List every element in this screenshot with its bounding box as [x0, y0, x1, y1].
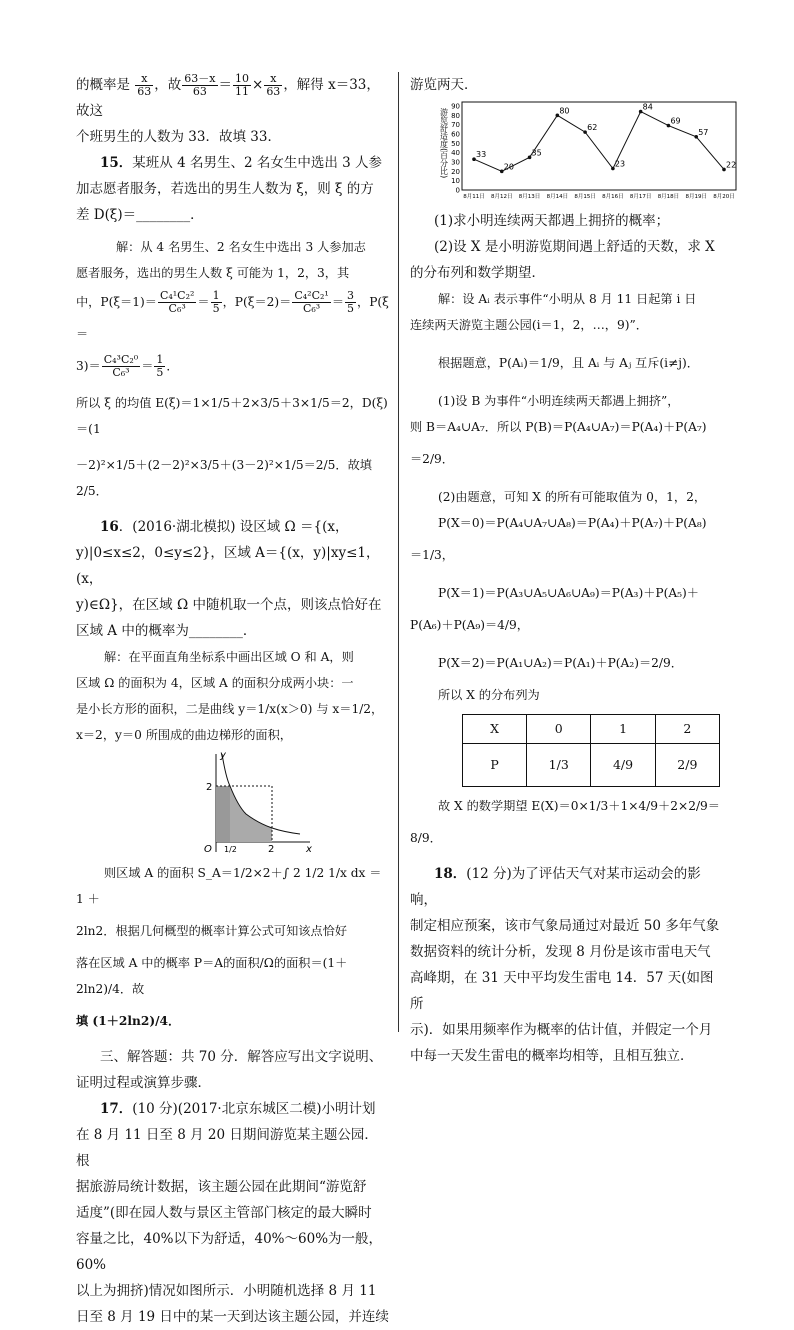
- right-column: [410, 72, 737, 1069]
- fraction: [182, 73, 217, 98]
- text: 连续两天游览主题公园(i＝1，2，…，9)”．: [410, 318, 648, 332]
- q17-line1: [76, 1096, 390, 1122]
- q16-line3: y)∈Ω}，在区域 Ω 中随机取一个点，则该点恰好在: [76, 597, 382, 613]
- q17-solution: [410, 286, 720, 851]
- q15-line1: [76, 150, 390, 176]
- comfort-line-chart: [440, 100, 740, 200]
- y-label: y: [220, 750, 226, 761]
- y-tick-label: 80: [451, 111, 460, 120]
- text: 日至 8 月 19 日中的某一天到达该主题公园，并连续: [76, 1309, 389, 1325]
- x-tick-label: 8月16日: [602, 194, 624, 200]
- denominator: 5: [212, 302, 220, 315]
- left-column: [76, 72, 390, 1330]
- distribution-table: [462, 714, 720, 787]
- text: 填 (1＋2ln2)/4．: [76, 1014, 181, 1028]
- q16-line4: 区域 A 中的概率为________．: [76, 623, 257, 639]
- q18-line1: [410, 861, 720, 913]
- section-3-heading-cont: 证明过程或演算步骤．: [76, 1075, 211, 1091]
- data-label: 35: [531, 148, 542, 158]
- text: ＝: [141, 359, 154, 373]
- text: 中每一天发生雷电的概率均相等，且相互独立．: [410, 1048, 694, 1064]
- fraction: [102, 354, 140, 379]
- text: 落在区域 A 中的概率 P＝A的面积/Ω的面积＝(1＋2ln2)/4．故: [76, 956, 348, 996]
- fraction: [233, 73, 251, 98]
- text: P(X＝1)＝P(A₃∪A₅∪A₆∪A₉)＝P(A₃)＋P(A₅)＋: [438, 586, 699, 600]
- fraction: [135, 73, 153, 98]
- y-tick-label: 50: [451, 139, 460, 148]
- q15-solution: [76, 234, 390, 382]
- numerator: 1: [212, 289, 220, 302]
- text: (2)由题意，可知 X 的所有可能取值为 0，1，2，: [438, 490, 707, 504]
- text: 3)＝: [76, 359, 101, 373]
- text: 解：在平面直角坐标系中画出区域 O 和 A，则: [104, 650, 354, 664]
- curve-area: [230, 786, 272, 842]
- numerator: 63－x: [184, 72, 216, 85]
- y-tick-label: 40: [451, 149, 460, 158]
- text: 愿者服务，选出的男生人数 ξ 可能为 1，2，3，其: [76, 266, 350, 280]
- table-cell: 0: [527, 715, 591, 744]
- y-tick-label: 60: [451, 130, 460, 139]
- q15-line3: 差 D(ξ)＝________．: [76, 207, 204, 223]
- text: [76, 286, 390, 350]
- prev-answer-line2: 个班男生的人数为 33．故填 33．: [76, 129, 281, 145]
- x-tick-label: 8月17日: [629, 194, 652, 200]
- data-label: 33: [476, 150, 487, 160]
- text: P(A₆)＋P(A₉)＝4/9，: [410, 618, 529, 632]
- y-tick-label: 90: [451, 102, 460, 111]
- numerator: 3: [347, 289, 355, 302]
- chart-frame: [462, 102, 736, 190]
- text: 数据资料的统计分析，发现 8 月份是该市雷电天气: [410, 944, 711, 960]
- y-tick-label: 20: [451, 167, 460, 176]
- text: ，P(ξ＝: [76, 295, 389, 341]
- x-tick-label: 8月20日: [713, 194, 735, 200]
- q18-number: 18．: [434, 866, 467, 882]
- text: 2ln2．根据几何概型的概率计算公式可知该点恰好: [76, 924, 348, 938]
- q15-mean: 所以 ξ 的均值 E(ξ)＝1×1/5＋2×3/5＋3×1/5＝2，D(ξ)＝(1: [76, 396, 388, 436]
- text: 是小长方形的面积，二是曲线 y＝1/x(x＞0) 与 x＝1/2，: [76, 702, 384, 716]
- q17-part2: (2)设 X 是小明游览期间遇上舒适的天数，求 X: [434, 239, 715, 255]
- q17-part1: (1)求小明连续两天都遇上拥挤的概率；: [434, 213, 670, 229]
- denominator: C₆³: [112, 366, 130, 379]
- text: 制定相应预案，该市气象局通过对最近 50 多年气象: [410, 918, 720, 934]
- q16-solution: [76, 644, 390, 1034]
- text: 高峰期，在 31 天中平均发生雷电 14．57 天(如图所: [410, 970, 714, 1012]
- text: [76, 350, 390, 382]
- chart-ylabel: 游览舒适度(百分比): [440, 108, 449, 179]
- fraction: [264, 73, 282, 98]
- text: 容量之比，40%以下为舒适，40%～60%为一般，60%: [76, 1231, 383, 1273]
- text: 区域 Ω 的面积为 4，区域 A 的面积分成两小块：一: [76, 676, 354, 690]
- text: ＝: [197, 295, 210, 309]
- denominator: C₆³: [302, 302, 321, 315]
- numerator: x: [264, 73, 282, 86]
- denominator: 63: [192, 85, 207, 98]
- x-tick-label: 8月13日: [518, 194, 541, 200]
- x-tick-half: 1/2: [224, 845, 237, 854]
- numerator: x: [135, 73, 153, 86]
- text: (1)设 B 为事件“小明连续两天都遇上拥挤”，: [438, 394, 680, 408]
- text: P(X＝2)＝P(A₁∪A₂)＝P(A₁)＋P(A₂)＝2/9．: [438, 656, 683, 670]
- numerator: 1: [156, 353, 164, 366]
- y-tick-label: 70: [451, 121, 460, 130]
- table-cell: P: [463, 744, 527, 787]
- q15-variance: －2)²×1/5＋(2－2)²×3/5＋(3－2)²×1/5＝2/5．故填 2/5．: [76, 458, 372, 498]
- x-label: x: [306, 844, 312, 854]
- text: 某班从 4 名男生、2 名女生中选出 3 人参: [132, 155, 383, 171]
- text: 的概率是: [76, 77, 130, 93]
- data-label: 22: [726, 160, 737, 170]
- text: 解：从 4 名男生、2 名女生中选出 3 人参加志: [116, 240, 366, 254]
- text: 8/9．: [410, 831, 442, 845]
- text: ＝2/9．: [410, 452, 454, 466]
- column-divider: [398, 72, 399, 1032]
- text: 则 B＝A₄∪A₇．所以 P(B)＝P(A₄∪A₇)＝P(A₄)＋P(A₇): [410, 420, 707, 434]
- data-label: 62: [587, 123, 598, 133]
- denominator: 11: [235, 85, 249, 98]
- q15-line2: 加志愿者服务，若选出的男生人数为 ξ，则 ξ 的方: [76, 181, 374, 197]
- text: 解：设 Aᵢ 表示事件“小明从 8 月 11 日起第 i 日: [438, 292, 697, 306]
- y-tick-label: 10: [451, 177, 460, 186]
- fraction: [345, 290, 356, 315]
- x-tick-label: 8月15日: [574, 194, 596, 200]
- table-row: [463, 715, 720, 744]
- table-row: [463, 744, 720, 787]
- numerator: C₄¹C₂²: [159, 289, 195, 302]
- x-tick-label: 8月14日: [546, 194, 569, 200]
- text: 适度”(即在园人数与景区主管部门核定的最大瞬时: [76, 1205, 372, 1221]
- denominator: 63: [266, 85, 281, 98]
- x-tick-label: 8月18日: [657, 194, 680, 200]
- data-label: 57: [698, 127, 709, 137]
- section-3-heading: 三、解答题：共 70 分．解答应写出文字说明、: [100, 1049, 383, 1065]
- q16-line2: y)|0≤x≤2，0≤y≤2}，区域 A＝{(x，y)|xy≤1，(x，: [76, 545, 380, 587]
- text: 根据题意，P(Aᵢ)＝1/9，且 Aᵢ 与 Aⱼ 互斥(i≠j)．: [438, 356, 699, 370]
- numerator: 10: [235, 72, 249, 85]
- fraction: [158, 290, 196, 315]
- text: (12 分)为了评估天气对某市运动会的影响，: [410, 866, 701, 908]
- text: ＝: [331, 295, 345, 309]
- prev-answer-line1: 的概率是 $\frac{x}{63}$ ，故 $\frac{63-x}{63}$ ＝ $\frac{10}{11}$ × $\frac{x}{63}$ ，解得 x＝33，故这: [76, 72, 380, 119]
- text: 示)．如果用频率作为概率的估计值，并假定一个月: [410, 1022, 713, 1038]
- text: 以上为拥挤)情况如图所示．小明随机选择 8 月 11: [76, 1283, 377, 1299]
- y-tick-2: 2: [206, 782, 213, 793]
- y-tick-label: 0: [455, 186, 460, 195]
- table-cell: 2/9: [655, 744, 719, 787]
- q17-number: 17．: [100, 1101, 133, 1117]
- y-tick-label: 30: [451, 158, 460, 167]
- x-tick-label: 8月11日: [463, 194, 485, 200]
- rect-area: [216, 786, 230, 842]
- text: ＝1/3，: [410, 548, 454, 562]
- denominator: C₆³: [168, 302, 186, 315]
- q17-cont: 游览两天．: [410, 77, 478, 93]
- fraction: [292, 290, 330, 315]
- text: P(X＝0)＝P(A₄∪A₇∪A₈)＝P(A₄)＋P(A₇)＋P(A₈): [438, 516, 707, 530]
- data-label: 84: [642, 102, 653, 112]
- text: 在 8 月 11 日至 8 月 20 日期间游览某主题公园．根: [76, 1127, 378, 1169]
- denominator: 5: [156, 366, 164, 379]
- data-label: 69: [670, 116, 681, 126]
- origin-label: O: [204, 844, 212, 854]
- numerator: C₄²C₂¹: [294, 289, 329, 302]
- table-cell: X: [463, 715, 527, 744]
- data-label: 80: [559, 106, 570, 116]
- x-tick-label: 8月19日: [685, 194, 707, 200]
- text: ．(2016·湖北模拟) 设区域 Ω ＝{(x，: [118, 519, 349, 535]
- data-label: 23: [614, 159, 626, 169]
- x-tick-label: 8月12日: [491, 194, 513, 200]
- x-tick-2: 2: [268, 844, 275, 854]
- data-label: 20: [503, 162, 514, 172]
- text: (10 分)(2017·北京东城区二模)小明计划: [132, 1101, 376, 1117]
- table-cell: 1: [591, 715, 655, 744]
- text: ，解得 x＝33，故这: [76, 77, 380, 119]
- text: 则区域 A 的面积 S_A＝1/2×2＋∫ 2 1/2 1/x dx ＝ 1 ＋: [76, 866, 382, 906]
- q16-region-graph: [202, 748, 312, 854]
- text: ，故: [154, 77, 182, 93]
- fraction: [154, 354, 165, 379]
- denominator: 63: [137, 85, 152, 98]
- table-cell: 1/3: [527, 744, 591, 787]
- text: 中，P(ξ＝1)＝: [76, 295, 157, 309]
- text: ．: [166, 359, 179, 373]
- text: 故 X 的数学期望 E(X)＝0×1/3＋1×4/9＋2×2/9＝: [438, 799, 720, 813]
- fraction: [211, 290, 222, 315]
- table-cell: 2: [655, 715, 719, 744]
- q16-number: 16: [100, 519, 119, 535]
- text: 所以 X 的分布列为: [438, 688, 540, 702]
- q15-number: 15．: [100, 155, 133, 171]
- text: x＝2，y＝0 所围成的曲边梯形的面积，: [76, 728, 292, 742]
- q17-part2-cont: 的分布列和数学期望．: [410, 265, 545, 281]
- q16-line1: [76, 514, 390, 540]
- text: 据旅游局统计数据，该主题公园在此期间“游览舒: [76, 1179, 367, 1195]
- denominator: 5: [347, 302, 355, 315]
- numerator: C₄³C₂⁰: [103, 353, 139, 366]
- table-cell: 4/9: [591, 744, 655, 787]
- text: ，P(ξ＝2)＝: [222, 295, 292, 309]
